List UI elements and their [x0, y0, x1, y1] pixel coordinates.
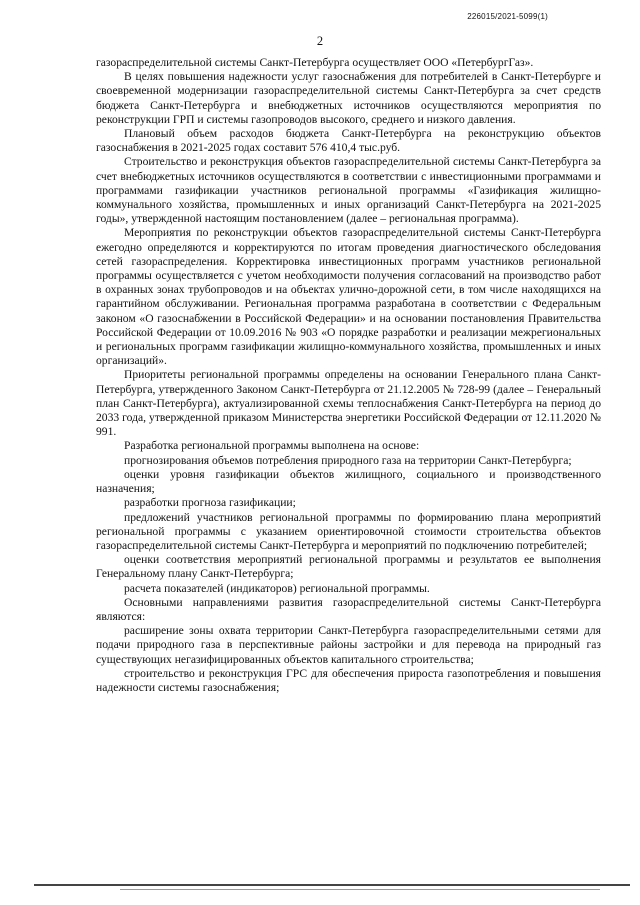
paragraph: Основными направлениями развития газораспределительной системы Санкт-Петербурга являются:	[96, 595, 601, 623]
list-item: расширение зоны охвата территории Санкт-Петербурга газораспределительными сетями для подачи природного газа в перспективные районы застройки и для перевода на природный газ существующих негазифицированных объектов капитального строительства;	[96, 624, 601, 666]
list-item: оценки соответствия мероприятий региональной программы и результатов ее выполнения Генеральному плану Санкт-Петербурга;	[96, 553, 601, 581]
list-item: разработки прогноза газификации;	[124, 496, 296, 510]
scan-edge-line	[34, 884, 630, 886]
paragraph: В целях повышения надежности услуг газоснабжения для потребителей в Санкт-Петербурге и своевременной модернизации газораспределительной системы Санкт-Петербурга за счет средств бюджета Санкт-Петербурга и внебюджетных источников осуществляются мероприятия по реконструкции ГРП и системы газопроводов высокого, среднего и низкого давления.	[96, 70, 601, 126]
paragraph: Плановый объем расходов бюджета Санкт-Петербурга на реконструкцию объектов газоснабжения в 2021-2025 годах составит 576 410,4 тыс.руб.	[96, 127, 601, 155]
document-body	[96, 56, 601, 695]
list-item: предложений участников региональной программы по формированию плана мероприятий региональной программы с указанием ориентировочной стоимости строительства объектов газораспределительной системы Санкт-Петербурга и мероприятий по подключению потребителей;	[96, 510, 601, 552]
paragraph: Приоритеты региональной программы определены на основании Генерального плана Санкт-Петербурга, утвержденного Законом Санкт-Петербурга от 21.12.2005 № 728-99 (далее – Генеральный план Санкт-Петербурга), актуализированной схемы теплоснабжения Санкт-Петербурга на период до 2033 года, утвержденной приказом Министерства энергетики Российской Федерации от 12.11.2020 № 991.	[96, 368, 601, 439]
paragraph: газораспределительной системы Санкт-Петербурга осуществляет ООО «ПетербургГаз».	[96, 56, 534, 69]
paragraph: Разработка региональной программы выполнена на основе:	[124, 439, 420, 453]
paragraph: Мероприятия по реконструкции объектов газораспределительной системы Санкт-Петербурга ежегодно определяются и корректируются по итогам проведения диагностического обследования сетей газораспределения. Корректировка инвестиционных программ участников региональной программы осуществляется с учетом необходимости получения согласований на производство работ в охранных зонах трубопроводов и на объектах улично-дорожной сети, в том числе находящихся на гарантийном обслуживании. Региональная программа разработана в соответствии с Федеральным законом «О газоснабжении в Российской Федерации» и на основании постановления Правительства Российской Федерации от 10.09.2016 № 903 «О порядке разработки и реализации межрегиональных и региональных программ газификации жилищно-коммунального хозяйства, промышленных и иных организаций».	[96, 226, 601, 368]
scan-edge-line	[120, 889, 600, 890]
list-item: оценки уровня газификации объектов жилищного, социального и производственного назначения;	[96, 467, 601, 496]
list-item: прогнозирования объемов потребления природного газа на территории Санкт-Петербурга;	[124, 453, 572, 467]
page-number: 2	[316, 34, 324, 48]
list-item: расчета показателей (индикаторов) региональной программы.	[124, 581, 430, 595]
paragraph: Строительство и реконструкция объектов газораспределительной системы Санкт-Петербурга за счет внебюджетных источников осуществляются в соответствии с инвестиционными программами и программами газификации участников региональной программы «Газификация жилищно-коммунального хозяйства, промышленных и иных организаций Санкт-Петербурга на 2021-2025 годы», утвержденной настоящим постановлением (далее – региональная программа).	[96, 155, 601, 226]
list-item: строительство и реконструкция ГРС для обеспечения прироста газопотребления и повышения надежности системы газоснабжения;	[96, 666, 601, 694]
document-id: 226015/2021-5099(1)	[467, 12, 548, 21]
